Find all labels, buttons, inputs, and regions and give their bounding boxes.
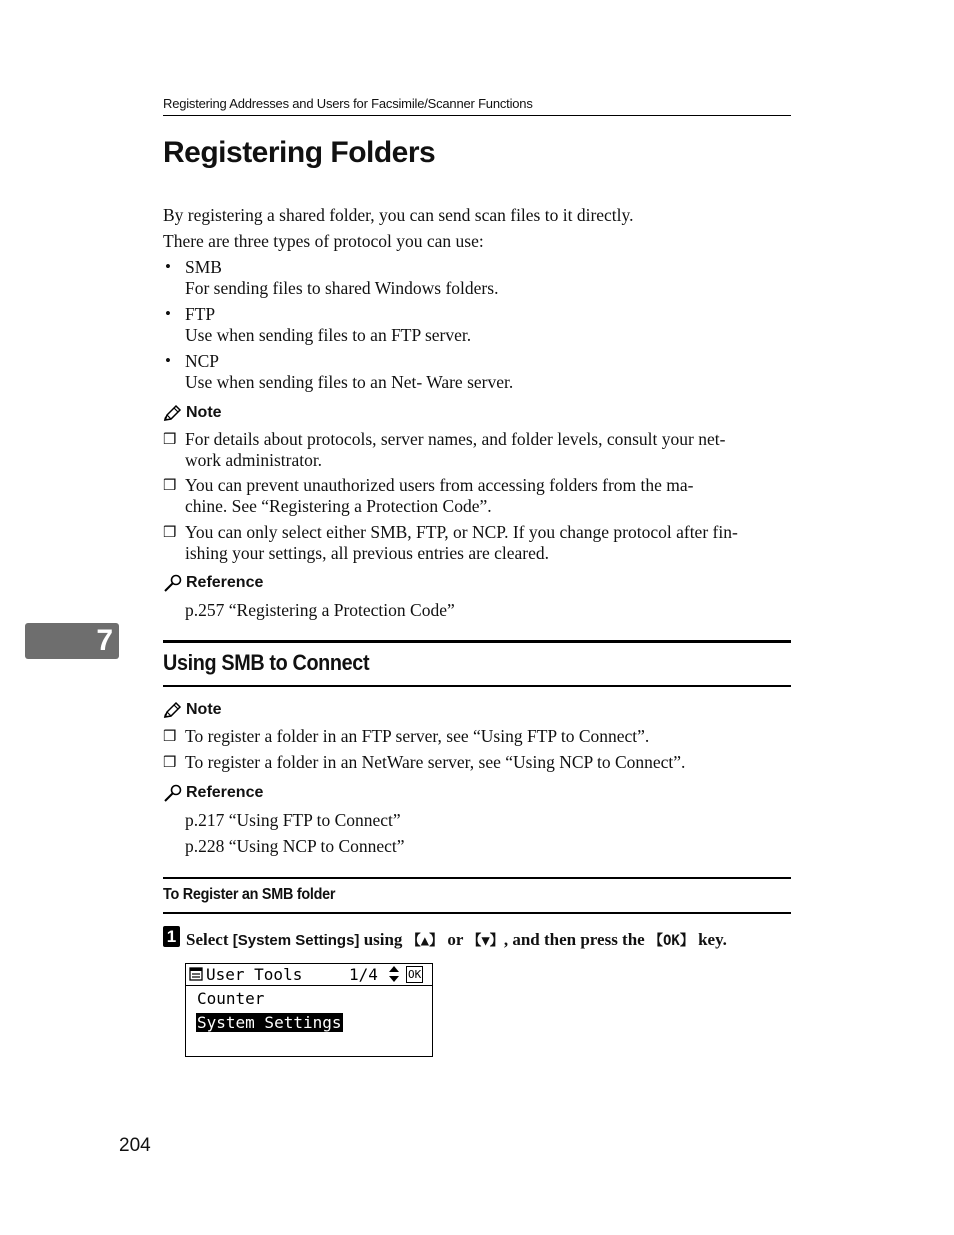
checkbox-icon: ❒: [163, 430, 177, 448]
protocol-desc-ncp: Use when sending files to an Net- Ware server.: [185, 372, 514, 392]
note-item-2-line-2: chine. See “Registering a Protection Code”.: [185, 496, 492, 516]
lcd-title: User Tools: [206, 965, 303, 984]
note-item-1-line-2: work administrator.: [185, 450, 323, 470]
running-header: Registering Addresses and Users for Facsimile/Scanner Functions: [163, 96, 533, 111]
checkbox-icon: ❒: [163, 727, 177, 745]
reference-link[interactable]: p.228 “Using NCP to Connect”: [185, 836, 405, 856]
protocol-name-smb: SMB: [185, 257, 222, 277]
note-heading: Note: [163, 404, 222, 422]
procedure-top-rule: [163, 877, 791, 879]
checkbox-icon: ❒: [163, 523, 177, 541]
protocol-name-ncp: NCP: [185, 351, 220, 371]
lcd-screen: [185, 963, 433, 1057]
section-bottom-rule: [163, 685, 791, 687]
reference-link[interactable]: p.257 “Registering a Protection Code”: [185, 600, 455, 620]
procedure-title: To Register an SMB folder: [163, 886, 336, 903]
protocol-desc-ftp: Use when sending files to an FTP server.: [185, 325, 472, 345]
protocol-name-ftp: FTP: [185, 304, 216, 324]
chapter-tab: 7: [25, 623, 119, 659]
reference-link[interactable]: p.217 “Using FTP to Connect”: [185, 810, 401, 830]
lcd-menu-item-counter[interactable]: Counter: [197, 989, 265, 1008]
note2-item-1: To register a folder in an FTP server, see “Using FTP to Connect”.: [185, 726, 650, 746]
pencil-note-icon: [163, 701, 183, 719]
section-top-rule: [163, 640, 791, 643]
section-title: Using SMB to Connect: [163, 650, 370, 675]
magnifier-reference-icon: [163, 574, 183, 592]
procedure-bottom-rule: [163, 912, 791, 914]
note-item-2-line-1: You can prevent unauthorized users from accessing folders from the ma-: [185, 475, 694, 495]
intro-line-2: There are three types of protocol you can use:: [163, 231, 484, 251]
setting-name: [System Settings]: [232, 932, 360, 949]
reference-heading: Reference: [163, 784, 263, 802]
checkbox-icon: ❒: [163, 476, 177, 494]
menu-list-icon: [189, 967, 203, 981]
step-instruction: Select [System Settings] using 【▲】 or 【▼】, and then press the 【OK】 key.: [186, 930, 727, 949]
up-key: 【▲】: [406, 933, 444, 949]
lcd-titlebar: [186, 964, 432, 986]
lcd-menu-item-system-settings[interactable]: System Settings: [197, 1013, 342, 1032]
bullet-icon: •: [165, 351, 171, 370]
pencil-note-icon: [163, 404, 183, 422]
intro-line-1: By registering a shared folder, you can send scan files to it directly.: [163, 205, 634, 225]
note-item-3-line-1: You can only select either SMB, FTP, or NCP. If you change protocol after fin-: [185, 522, 738, 542]
lcd-ok-button[interactable]: OK: [408, 968, 422, 981]
page-title: Registering Folders: [163, 136, 436, 169]
ok-key: 【OK】: [648, 933, 694, 949]
note-item-3-line-2: ishing your settings, all previous entries are cleared.: [185, 543, 549, 563]
header-rule: [163, 115, 791, 116]
up-down-arrows-icon: [388, 966, 400, 982]
bullet-icon: •: [165, 304, 171, 323]
reference-heading: Reference: [163, 574, 263, 592]
down-key: 【▼】: [467, 933, 504, 949]
step-number-badge: 1: [163, 926, 180, 947]
page-number: 204: [119, 1135, 151, 1156]
protocol-desc-smb: For sending files to shared Windows folders.: [185, 278, 499, 298]
lcd-page-indicator: 1/4: [349, 965, 378, 984]
checkbox-icon: ❒: [163, 753, 177, 771]
note-heading: Note: [163, 701, 222, 719]
note-item-1-line-1: For details about protocols, server names, and folder levels, consult your net-: [185, 429, 726, 449]
note2-item-2: To register a folder in an NetWare server, see “Using NCP to Connect”.: [185, 752, 686, 772]
magnifier-reference-icon: [163, 784, 183, 802]
bullet-icon: •: [165, 257, 171, 276]
